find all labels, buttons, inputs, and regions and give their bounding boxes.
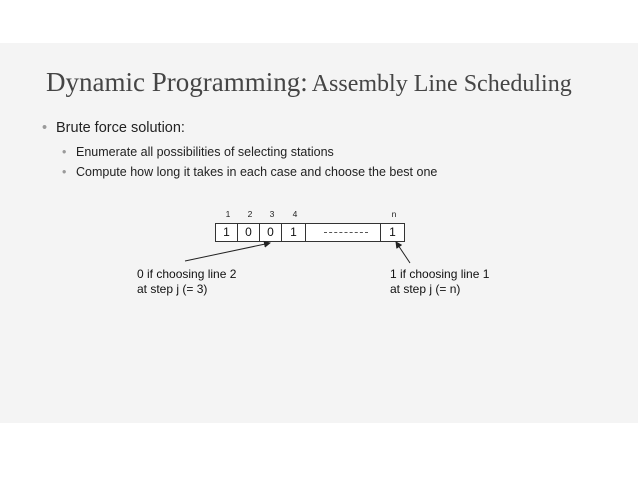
index-label-3: 3 [269, 209, 275, 219]
note-line-1-step: at step j (= n) [390, 282, 461, 296]
title-main: Dynamic Programming: [46, 67, 308, 97]
array-cell: 0 [260, 224, 282, 241]
slide [0, 43, 638, 423]
array-cell: 1 [216, 224, 238, 241]
arrow-to-step-n [396, 242, 410, 263]
note-line-1-text: 1 if choosing line 1 [390, 267, 490, 281]
sub-bullet-dot: • [62, 145, 67, 159]
note-line-2-step: at step j (= 3) [137, 282, 208, 296]
index-label-2: 2 [247, 209, 253, 219]
array-cell: 0 [238, 224, 260, 241]
bullet-text: Brute force solution: [56, 120, 185, 136]
arrow-to-step-3 [185, 243, 270, 261]
sub-bullet-dot: • [62, 165, 67, 179]
index-label-1: 1 [225, 209, 231, 219]
array-cell: 1 [282, 224, 306, 241]
arrows [0, 43, 638, 423]
sub-bullet-text: Compute how long it takes in each case and choose the best one [76, 165, 438, 179]
sub-bullet-text: Enumerate all possibilities of selecting stations [76, 145, 334, 159]
title-sub: Assembly Line Scheduling [311, 71, 572, 97]
array-cell-n: 1 [380, 224, 404, 241]
note-line-2-text: 0 if choosing line 2 [137, 267, 237, 281]
index-label-4: 4 [292, 209, 298, 219]
index-label-n: n [391, 209, 397, 219]
bullet-dot: • [42, 120, 48, 136]
